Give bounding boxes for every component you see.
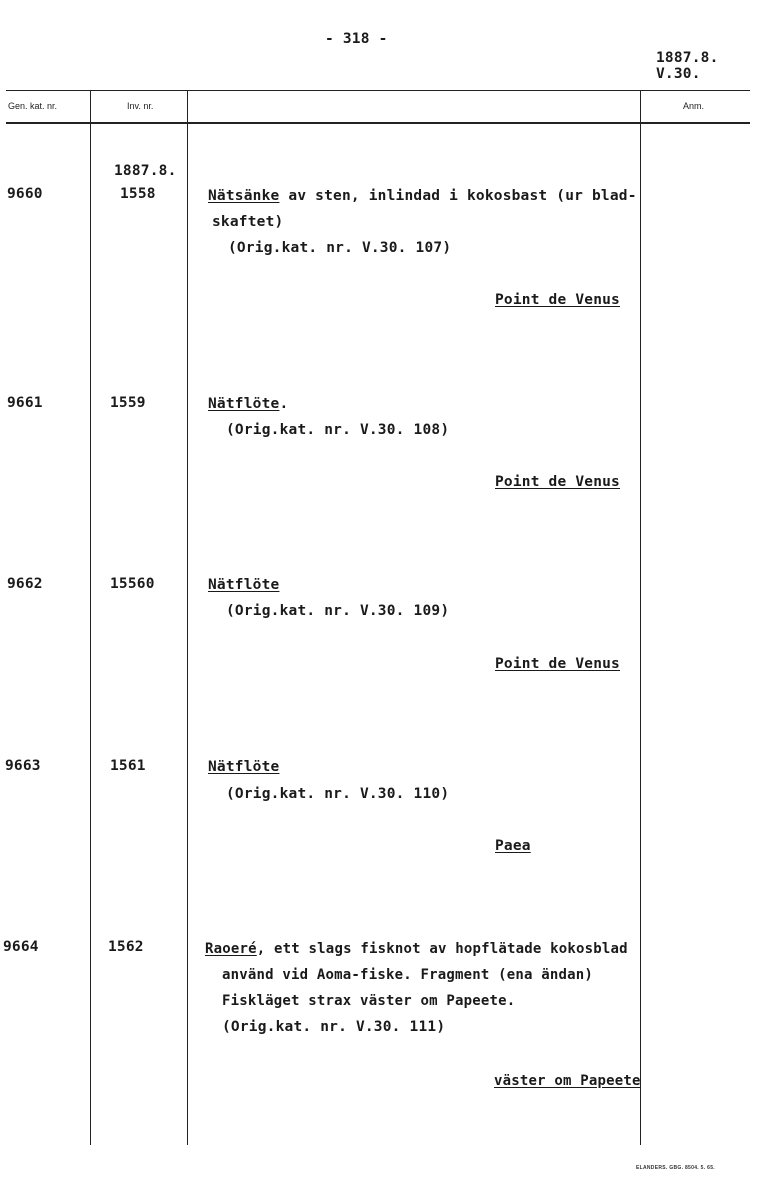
inv-nr: 1559: [110, 395, 146, 411]
table-header-rule: [6, 122, 750, 124]
entry-description: [205, 941, 628, 957]
locality: Point de Venus: [494, 292, 620, 308]
entry-title: Nätflöte: [208, 759, 280, 775]
gen-kat-nr: 9662: [7, 576, 43, 592]
column-header-inv-nr: Inv. nr.: [127, 101, 154, 111]
entry-description: [208, 759, 279, 775]
entry-title: Nätsänke: [208, 188, 280, 204]
entry-desc-continued: skaftet): [212, 214, 284, 230]
entry-title: Nätflöte: [208, 577, 280, 593]
entry-description: [208, 396, 288, 412]
column-divider-2: [187, 90, 188, 1145]
inv-nr: 1558: [120, 186, 156, 202]
column-header-anm: Anm.: [683, 101, 705, 111]
entry-description: [208, 577, 279, 593]
column-header-gen-kat-nr: Gen. kat. nr.: [8, 101, 58, 111]
orig-kat-nr: (Orig.kat. nr. V.30. 107): [228, 240, 452, 256]
orig-kat-nr: (Orig.kat. nr. V.30. 109): [226, 603, 450, 619]
entry-desc-line2: använd vid Aoma-fiske. Fragment (ena ändan): [222, 967, 594, 983]
inv-nr: 1562: [108, 939, 144, 955]
column-divider-3: [640, 90, 641, 1145]
header-ref-line1: 1887.8.: [656, 50, 719, 66]
orig-kat-nr: (Orig.kat. nr. V.30. 108): [226, 422, 450, 438]
printer-mark: ELANDERS. GBG. 8504. 5. 65.: [636, 1165, 715, 1171]
entry-description: [208, 188, 637, 204]
orig-kat-nr: (Orig.kat. nr. V.30. 110): [226, 786, 450, 802]
entry-title: Nätflöte: [208, 396, 280, 412]
gen-kat-nr: 9660: [7, 186, 43, 202]
entry-desc-rest: .: [279, 396, 289, 412]
gen-kat-nr: 9661: [7, 395, 43, 411]
inv-prefix: 1887.8.: [114, 163, 177, 179]
header-ref-line2: V.30.: [656, 66, 701, 82]
inv-nr: 15560: [110, 576, 155, 592]
locality: Point de Venus: [494, 474, 620, 490]
page-number: - 318 -: [325, 31, 388, 47]
gen-kat-nr: 9664: [3, 939, 39, 955]
orig-kat-nr: (Orig.kat. nr. V.30. 111): [222, 1019, 446, 1035]
entry-title: Raoeré: [205, 941, 257, 957]
entry-desc-rest: av sten, inlindad i kokosbast (ur blad-: [279, 188, 637, 204]
locality: Point de Venus: [494, 656, 620, 672]
locality: Paea: [495, 838, 531, 854]
entry-desc-line3: Fiskläget strax väster om Papeete.: [222, 993, 516, 1009]
locality: väster om Papeete: [494, 1073, 641, 1089]
entry-desc-rest: , ett slags fisknot av hopflätade kokosblad: [256, 941, 628, 957]
table-top-rule: [6, 90, 750, 91]
gen-kat-nr: 9663: [5, 758, 41, 774]
column-divider-1: [90, 90, 91, 1145]
inv-nr: 1561: [110, 758, 146, 774]
